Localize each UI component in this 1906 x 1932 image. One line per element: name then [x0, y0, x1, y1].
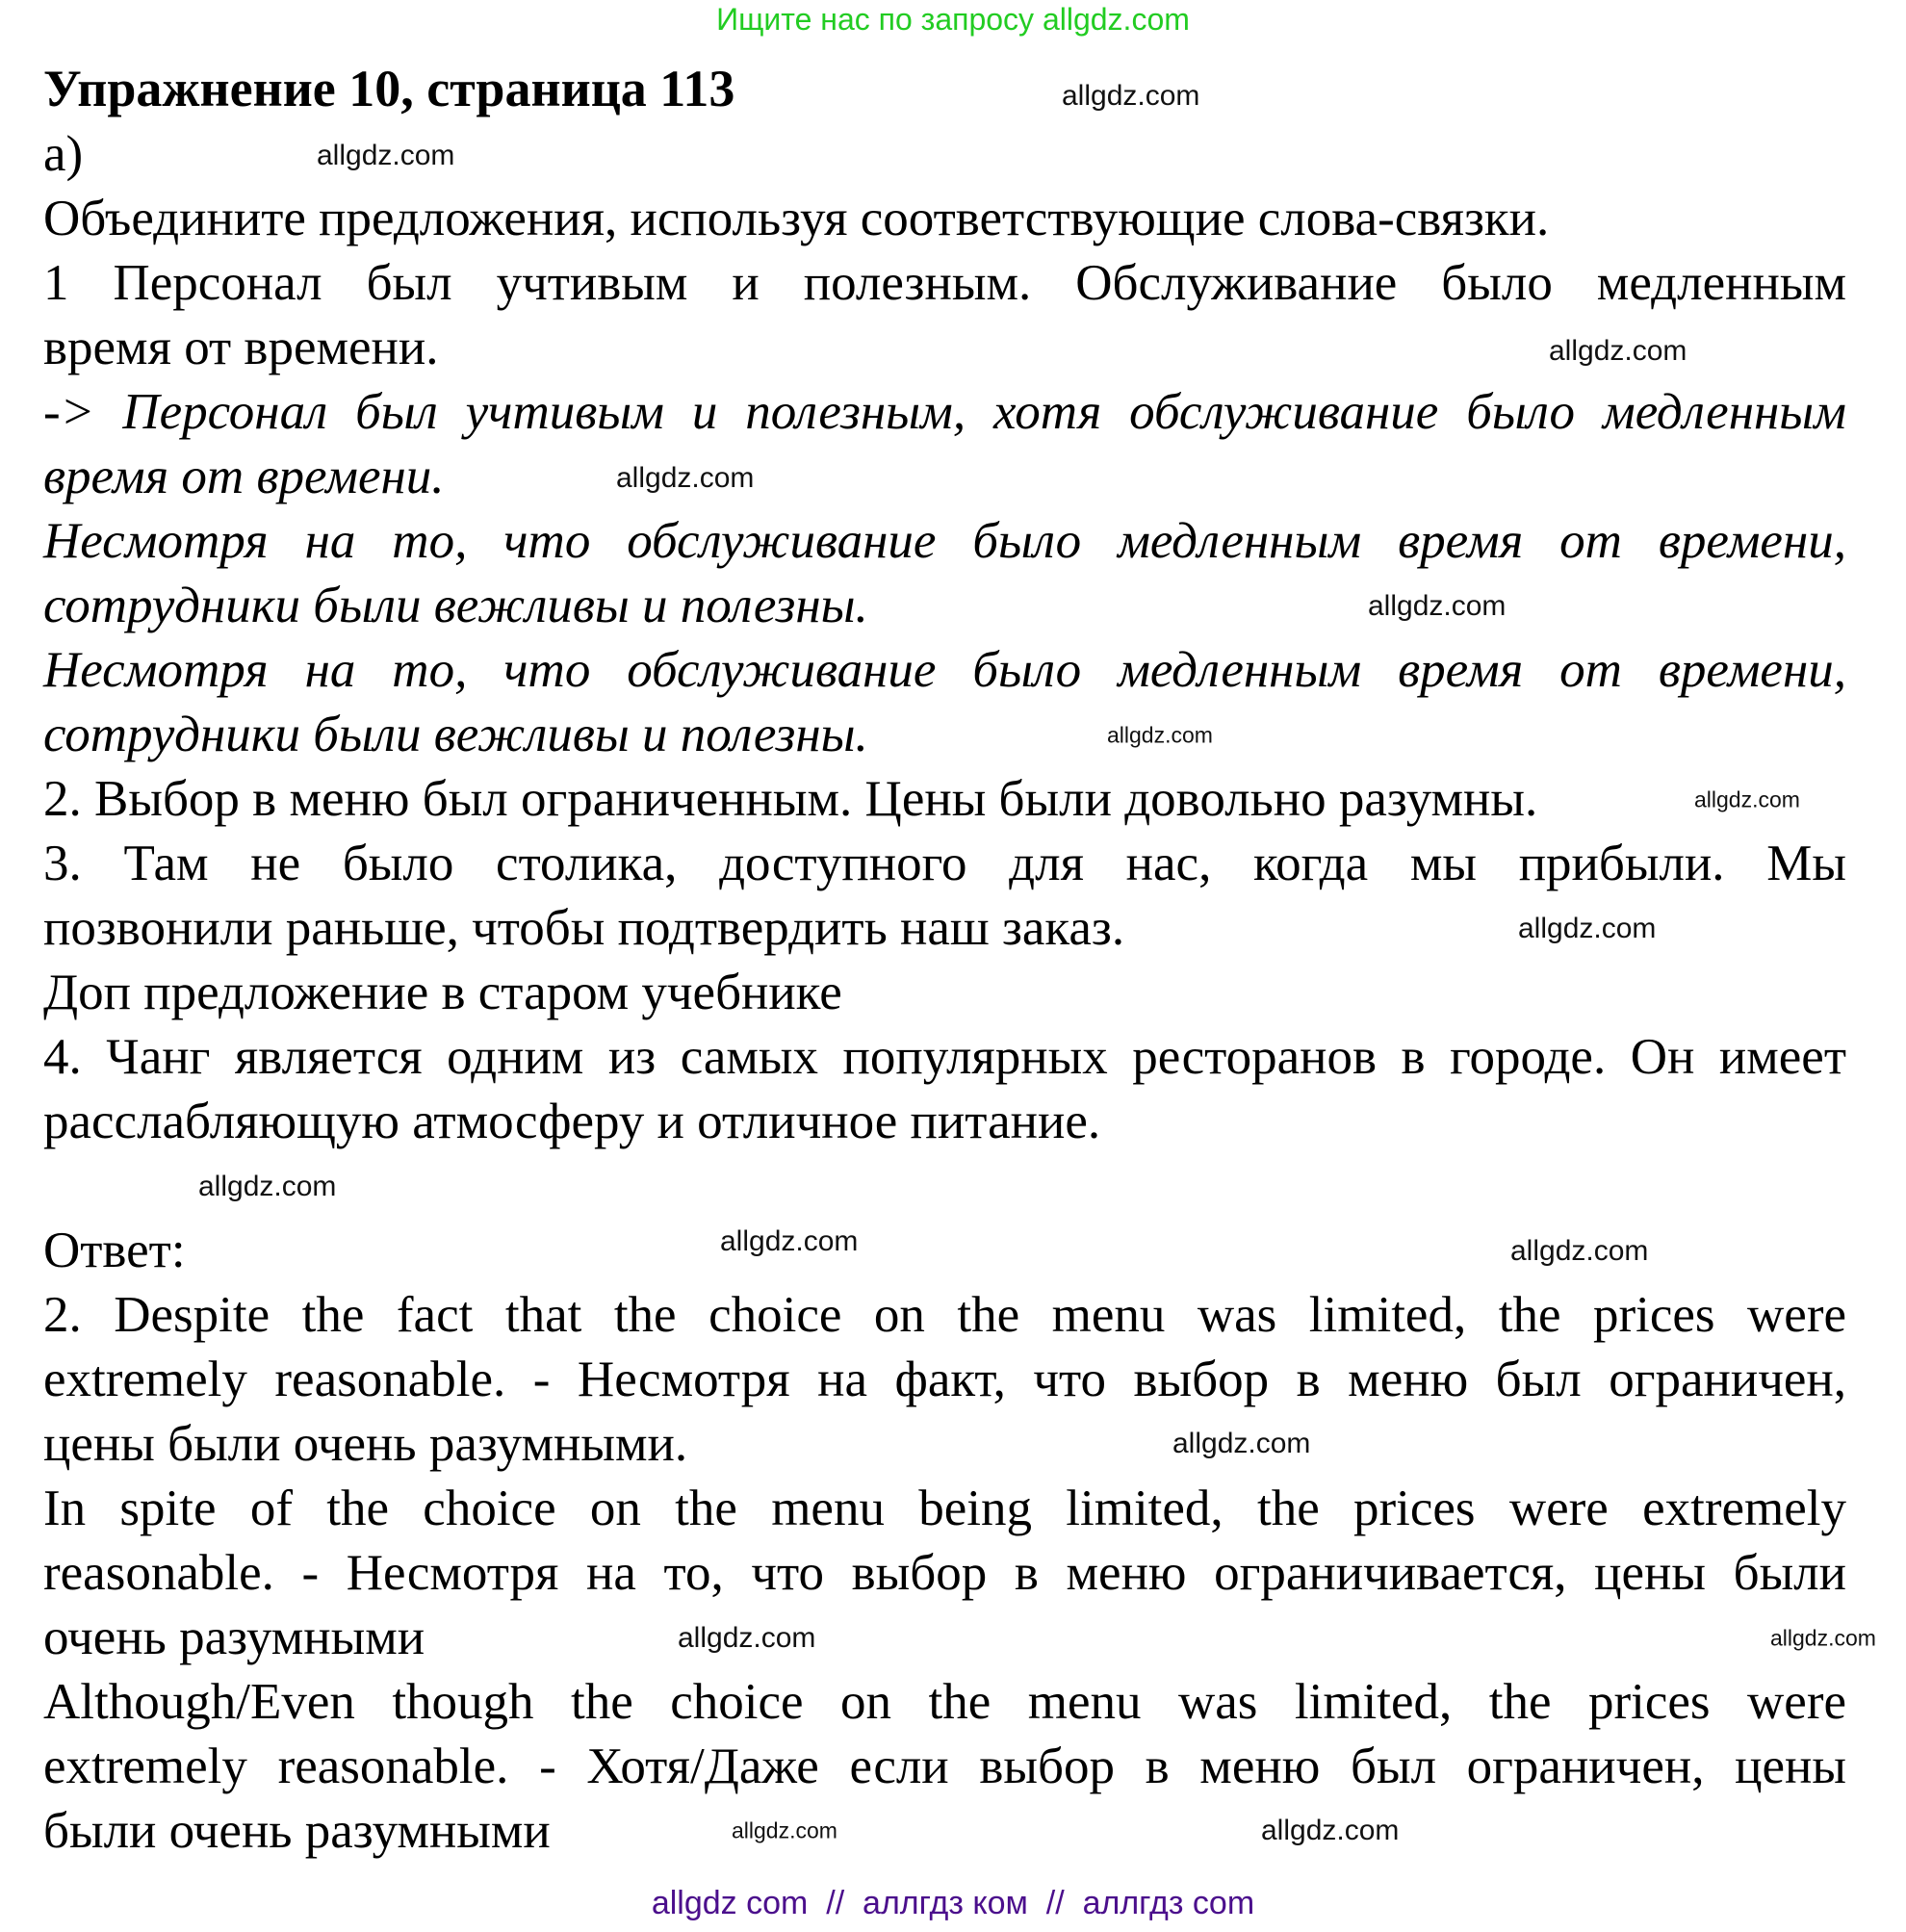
text-line: 4. Чанг является одним из самых популярных ресторанов в городе. Он имеет — [43, 1029, 1846, 1085]
watermark: allgdz.com — [317, 140, 455, 171]
watermark: allgdz.com — [1518, 913, 1657, 944]
text-line: время от времени. — [43, 449, 445, 504]
text-line: Несмотря на то, что обслуживание было медленным время от времени, — [43, 642, 1846, 698]
watermark: allgdz.com — [1172, 1428, 1311, 1459]
text-line: цены были очень разумными. — [43, 1416, 688, 1472]
text-line: 2. Despite the fact that the choice on the menu was limited, the prices were — [43, 1287, 1846, 1343]
text-line: расслабляющую атмосферу и отличное питание. — [43, 1094, 1101, 1149]
watermark: allgdz.com — [720, 1225, 859, 1257]
text-line: Although/Even though the choice on the menu was limited, the prices were — [43, 1674, 1846, 1730]
answer-label: Ответ: — [43, 1223, 186, 1278]
text-line: Объедините предложения, используя соответствующие слова-связки. — [43, 191, 1550, 246]
text-line: Несмотря на то, что обслуживание было медленным время от времени, — [43, 513, 1846, 569]
footer-links: allgdz com // аллгдз ком // аллгдз com — [651, 1885, 1255, 1921]
text-line: Доп предложение в старом учебнике — [43, 965, 842, 1020]
text-line: очень разумными — [43, 1610, 425, 1665]
text-line: 2. Выбор в меню был ограниченным. Цены были довольно разумны. — [43, 771, 1538, 827]
text-line: extremely reasonable. - Хотя/Даже если выбор в меню был ограничен, цены — [43, 1739, 1846, 1794]
text-line: сотрудники были вежливы и полезны. — [43, 578, 868, 633]
watermark: allgdz.com — [198, 1171, 337, 1202]
watermark: allgdz.com — [1368, 590, 1507, 622]
text-line: extremely reasonable. - Несмотря на факт, что выбор в меню был ограничен, — [43, 1352, 1846, 1407]
watermark: allgdz.com — [616, 462, 755, 494]
watermark: allgdz.com — [1261, 1815, 1400, 1846]
watermark: allgdz.com — [1549, 335, 1687, 367]
watermark: allgdz.com — [678, 1622, 816, 1654]
watermark: allgdz.com — [1062, 80, 1200, 112]
text-line: время от времени. — [43, 320, 439, 375]
text-line: -> Персонал был учтивым и полезным, хотя обслуживание было медленным — [43, 384, 1846, 440]
text-line: 3. Там не было столика, доступного для нас, когда мы прибыли. Мы — [43, 836, 1846, 891]
page-title: Упражнение 10, страница 113 — [43, 60, 735, 117]
top-banner: Ищите нас по запросу allgdz.com — [716, 2, 1190, 37]
watermark: allgdz.com — [1694, 786, 1800, 812]
watermark: allgdz.com — [732, 1817, 837, 1843]
watermark: allgdz.com — [1510, 1235, 1649, 1267]
text-line: In spite of the choice on the menu being limited, the prices were extremely — [43, 1481, 1846, 1536]
text-line: позвонили раньше, чтобы подтвердить наш заказ. — [43, 900, 1125, 956]
watermark: allgdz.com — [1770, 1625, 1876, 1651]
exercise-body — [43, 122, 1846, 1864]
text-line: были очень разумными — [43, 1803, 551, 1859]
text-line: 1 Персонал был учтивым и полезным. Обслуживание было медленным — [43, 255, 1846, 311]
text-line: reasonable. - Несмотря на то, что выбор в меню ограничивается, цены были — [43, 1545, 1846, 1601]
text-line: сотрудники были вежливы и полезны. — [43, 707, 868, 762]
watermark: allgdz.com — [1107, 722, 1213, 748]
text-line: а) — [43, 126, 84, 182]
